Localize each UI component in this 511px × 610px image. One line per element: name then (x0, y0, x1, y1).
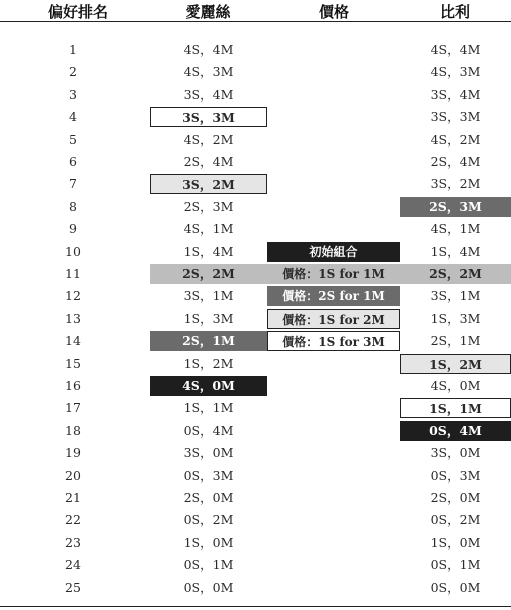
billy-cell: 4S，1M (430, 221, 481, 237)
billy-cell: 1S，4M (430, 243, 481, 259)
alice-cell: 0S，3M (183, 467, 234, 483)
alice-cell: 3S，3M (150, 107, 267, 127)
billy-cell: 4S，4M (430, 42, 481, 57)
rank-cell: 17 (65, 400, 81, 416)
price-label: 價格：1S for 3M (267, 331, 400, 351)
header-price: 價格 (318, 3, 350, 21)
billy-cell: 3S，1M (430, 288, 481, 304)
alice-cell: 3S，2M (150, 174, 267, 194)
alice-cell: 0S，2M (183, 512, 234, 528)
rank-cell: 2 (69, 64, 77, 80)
price-label: 價格：2S for 1M (267, 286, 400, 306)
billy-cell: 1S，1M (400, 398, 511, 418)
alice-cell: 4S，3M (183, 64, 234, 80)
alice-cell: 2S，1M (150, 331, 267, 351)
rank-cell: 14 (65, 333, 81, 349)
rank-cell: 10 (65, 243, 81, 259)
alice-cell: 3S，1M (183, 288, 234, 304)
billy-cell: 4S，3M (430, 64, 481, 80)
alice-cell: 1S，4M (183, 243, 234, 259)
alice-cell: 4S，4M (183, 42, 234, 57)
rank-cell: 13 (65, 310, 81, 326)
rank-cell: 19 (65, 445, 81, 461)
alice-cell: 0S，1M (183, 557, 234, 573)
rank-cell: 23 (65, 534, 81, 550)
billy-cell: 2S，1M (430, 333, 481, 349)
header-preference-rank: 偏好排名 (47, 3, 109, 21)
rank-cell: 8 (69, 198, 77, 214)
rank-cell: 12 (65, 288, 81, 304)
alice-cell: 4S，0M (150, 376, 267, 396)
alice-cell: 3S，4M (183, 86, 234, 102)
price-label: 價格：1S for 1M (267, 264, 400, 284)
alice-cell: 1S，1M (183, 400, 234, 416)
billy-cell: 3S，2M (430, 176, 481, 192)
billy-cell: 4S，0M (430, 378, 481, 393)
rank-cell: 1 (69, 42, 77, 57)
rank-cell: 6 (69, 154, 77, 169)
alice-cell: 2S，3M (183, 198, 234, 214)
rank-cell: 11 (65, 266, 81, 281)
rank-cell: 21 (65, 490, 81, 505)
alice-cell: 1S，0M (183, 534, 234, 550)
billy-cell: 3S，3M (430, 109, 481, 125)
billy-cell: 0S，3M (430, 467, 481, 483)
alice-cell: 2S，2M (150, 264, 267, 284)
alice-cell: 3S，0M (183, 445, 234, 461)
billy-cell: 1S，0M (430, 534, 481, 550)
header-alice: 愛麗絲 (185, 3, 231, 21)
billy-cell: 3S，0M (430, 445, 481, 461)
rank-cell: 16 (65, 378, 81, 393)
billy-cell: 0S，0M (430, 579, 481, 595)
rank-cell: 20 (65, 467, 81, 483)
alice-cell: 1S，2M (183, 355, 234, 371)
billy-cell: 0S，1M (430, 557, 481, 573)
rank-cell: 22 (65, 512, 81, 528)
billy-cell: 2S，0M (430, 490, 481, 505)
billy-cell: 1S，3M (430, 310, 481, 326)
billy-cell: 3S，4M (430, 86, 481, 102)
rank-cell: 3 (69, 86, 77, 102)
rank-cell: 7 (69, 176, 77, 192)
billy-cell: 2S，4M (430, 154, 481, 169)
alice-cell: 1S，3M (183, 310, 234, 326)
billy-cell: 2S，2M (400, 264, 511, 284)
billy-cell: 2S，3M (400, 197, 511, 217)
rank-cell: 9 (69, 221, 77, 237)
billy-cell: 0S，4M (400, 421, 511, 441)
table-bottom-rule (0, 606, 511, 607)
alice-cell: 2S，4M (183, 154, 234, 169)
rank-cell: 5 (69, 131, 77, 147)
initial-bundle-label: 初始組合 (267, 242, 400, 262)
price-label: 價格：1S for 2M (267, 309, 400, 329)
rank-cell: 4 (69, 109, 77, 125)
header-billy: 比利 (439, 3, 471, 21)
rank-cell: 18 (65, 422, 81, 438)
alice-cell: 4S，1M (183, 221, 234, 237)
alice-cell: 0S，4M (183, 422, 234, 438)
alice-cell: 0S，0M (183, 579, 234, 595)
billy-cell: 4S，2M (430, 131, 481, 147)
rank-cell: 24 (65, 557, 81, 573)
rank-cell: 25 (65, 579, 81, 595)
billy-cell: 0S，2M (430, 512, 481, 528)
alice-cell: 4S，2M (183, 131, 234, 147)
billy-cell: 1S，2M (400, 354, 511, 374)
rank-cell: 15 (65, 355, 81, 371)
alice-cell: 2S，0M (183, 490, 234, 505)
